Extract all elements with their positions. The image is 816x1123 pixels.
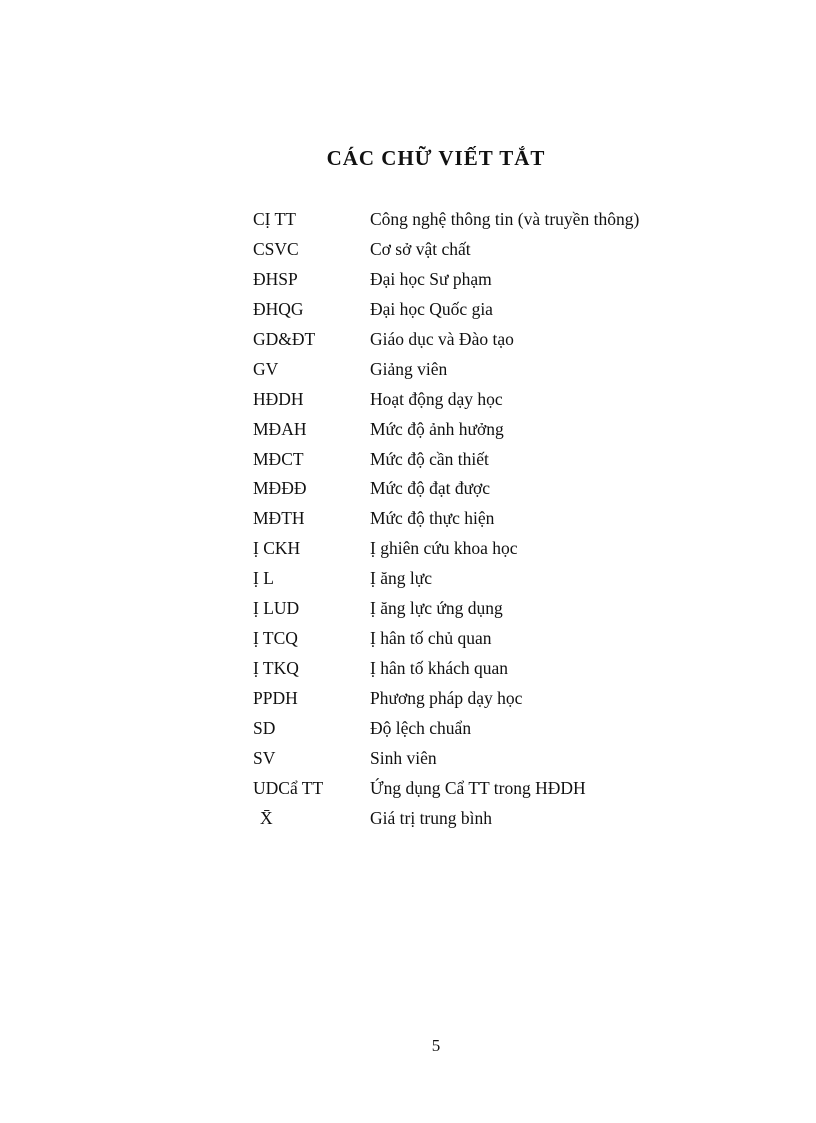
meaning-cell: Ị ghiên cứu khoa học xyxy=(370,538,518,559)
meaning-cell: Công nghệ thông tin (và truyền thông) xyxy=(370,209,640,229)
abbreviation-row xyxy=(253,774,766,804)
abbreviation-row xyxy=(253,714,766,744)
abbreviation-row xyxy=(253,504,766,534)
abbr-cell: Ị LUD xyxy=(253,598,300,619)
meaning-cell: Sinh viên xyxy=(370,747,437,768)
abbr-cell: UDCẩ TT xyxy=(253,777,324,798)
abbreviation-row xyxy=(253,355,766,385)
abbreviation-row xyxy=(253,654,766,684)
abbr-cell: HĐDH xyxy=(253,388,304,409)
meaning-cell: Cơ sở vật chất xyxy=(370,238,471,259)
abbreviation-row xyxy=(253,295,766,325)
abbr-cell: SV xyxy=(253,747,276,768)
abbreviation-row xyxy=(253,415,766,445)
meaning-cell: Ị ăng lực ứng dụng xyxy=(370,598,503,619)
meaning-cell: Mức độ ảnh hưởng xyxy=(370,418,504,439)
abbr-cell: ĐHQG xyxy=(253,298,304,319)
abbr-cell: Ị TKQ xyxy=(253,658,299,679)
abbreviation-row xyxy=(253,205,766,235)
abbr-cell: MĐĐĐ xyxy=(253,478,307,499)
abbr-cell: GV xyxy=(253,358,279,379)
abbr-cell: MĐTH xyxy=(253,508,305,529)
meaning-cell: Giáo dục và Đào tạo xyxy=(370,328,514,349)
abbreviation-row xyxy=(253,325,766,355)
abbr-cell: GD&ĐT xyxy=(253,328,316,349)
meaning-cell: Ứng dụng Cẩ TT trong HĐDH xyxy=(370,777,586,798)
abbr-cell: MĐAH xyxy=(253,418,307,439)
abbr-cell: ĐHSP xyxy=(253,268,298,289)
meaning-cell: Mức độ đạt được xyxy=(370,478,491,499)
abbreviation-row xyxy=(253,445,766,475)
meaning-cell: Phương pháp dạy học xyxy=(370,688,523,708)
page-number: 5 xyxy=(431,1036,441,1055)
abbr-cell: PPDH xyxy=(253,688,298,708)
meaning-cell: Ị hân tố chủ quan xyxy=(370,628,492,649)
abbreviation-row xyxy=(253,594,766,624)
abbreviation-row xyxy=(253,684,766,714)
meaning-cell: Đại học Sư phạm xyxy=(370,268,492,289)
abbreviation-row xyxy=(253,385,766,415)
abbreviation-row xyxy=(253,474,766,504)
meaning-cell: Mức độ thực hiện xyxy=(370,508,495,529)
meaning-cell: Ị hân tố khách quan xyxy=(370,658,509,679)
abbreviation-row xyxy=(253,624,766,654)
meaning-cell: Giảng viên xyxy=(370,358,448,379)
abbreviation-row xyxy=(253,265,766,295)
abbr-cell: CỊ TT xyxy=(253,209,296,229)
page-title: CÁC CHỮ VIẾT TẮT xyxy=(326,146,546,170)
meaning-cell: Độ lệch chuẩn xyxy=(370,717,472,738)
abbreviation-row xyxy=(253,804,766,834)
abbreviation-row xyxy=(253,235,766,265)
abbreviation-list xyxy=(253,205,766,834)
meaning-cell: Hoạt động dạy học xyxy=(370,388,503,409)
meaning-cell: Đại học Quốc gia xyxy=(370,298,493,319)
abbr-cell: Ị CKH xyxy=(253,538,301,559)
abbr-cell: SD xyxy=(253,717,276,738)
meaning-cell: Ị ăng lực xyxy=(370,568,432,589)
abbreviation-row xyxy=(253,534,766,564)
abbreviation-row xyxy=(253,744,766,774)
abbr-cell: X̄ xyxy=(260,807,273,828)
abbr-cell: MĐCT xyxy=(253,448,304,469)
abbr-cell: Ị TCQ xyxy=(253,628,298,649)
abbr-cell: CSVC xyxy=(253,238,299,259)
meaning-cell: Mức độ cần thiết xyxy=(370,448,489,469)
meaning-cell: Giá trị trung bình xyxy=(370,807,492,828)
abbreviation-row xyxy=(253,564,766,594)
abbr-cell: Ị L xyxy=(253,568,274,589)
